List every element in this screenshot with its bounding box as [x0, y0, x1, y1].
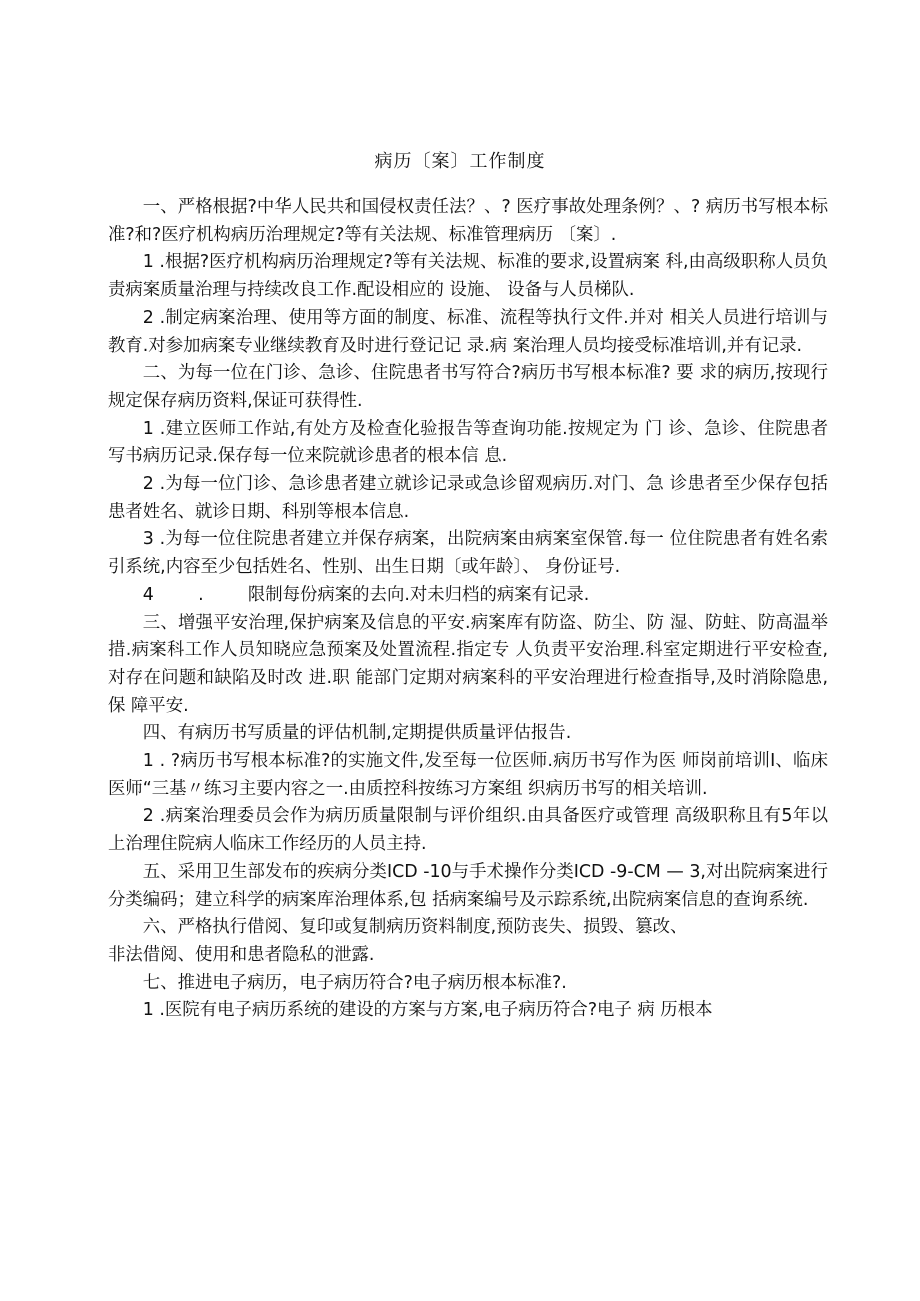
paragraph-item: 2 .制定病案治理、使用等方面的制度、标准、流程等执行文件.并对 相关人员进行培训与教育.对参加病案专业继续教育及时进行登记记 录.病 案治理人员均接受标准培训,并有记录.	[108, 307, 828, 356]
paragraph-item: 1 .建立医师工作站,有处方及检查化验报告等查询功能.按规定为 门 诊、急诊、住院患者写书病历记录.保存每一位来院就诊患者的根本信 息.	[108, 418, 828, 467]
paragraph-item: 2 .为每一位门诊、急诊患者建立就诊记录或急诊留观病历.对门、急 诊患者至少保存包括患者姓名、就诊日期、科别等根本信息.	[108, 474, 828, 522]
paragraph-item: 4 . 限制每份病案的去向.对未归档的病案有记录.	[142, 584, 590, 605]
paragraph-section-2: 二、为每一位在门诊、急诊、住院患者书写符合?病历书写根本标准? 要 求的病历,按现行规定保存病历资料,保证可获得性.	[108, 363, 828, 411]
document-body	[108, 194, 828, 1025]
paragraph-section-3: 三、增强平安治理,保护病案及信息的平安.病案库有防盗、防尘、防 湿、防蛀、防高温举措.病案科工作人员知晓应急预案及处置流程.指定专 人负责平安治理.科室定期进行平安检查,对存在问题和缺陷及时改 进.职 能部门定期对病案科的平安治理进行检查指导,及时消除隐患,保 障平安.	[108, 612, 828, 716]
document-title: 病历〔案〕工作制度	[374, 151, 546, 172]
paragraph-section-1: 一、严格根据?中华人民共和国侵权责任法？、? 医疗事故处理条例？、? 病历书写根本标准?和?医疗机构病历治理规定?等有关法规、标准管理病历 〔案〕.	[108, 197, 828, 245]
paragraph-item: 1 .医院有电子病历系统的建设的方案与方案,电子病历符合?电子 病 历根本	[142, 1000, 713, 1021]
paragraph-item: 1 .根据?医疗机构病历治理规定?等有关法规、标准的要求,设置病案 科,由高级职称人员负责病案质量治理与持续改良工作.配设相应的 设施、 设备与人员梯队.	[108, 252, 828, 301]
paragraph-item: 3 .为每一位住院患者建立并保存病案，出院病案由病案室保管.每一 位住院患者有姓名索引系统,内容至少包括姓名、性别、出生日期〔或年龄〕、 身份证号.	[108, 529, 828, 578]
paragraph-item: 1 . ?病历书写根本标准?的实施文件,发至每一位医师.病历书写作为医 师岗前培训I、临床医师“三基〃练习主要内容之一.由质控科按练习方案组 织病历书写的相关培训.	[108, 751, 828, 799]
paragraph-section-7: 七、推进电子病历，电子病历符合?电子病历根本标准?.	[142, 972, 567, 993]
paragraph-section-4: 四、有病历书写质量的评估机制,定期提供质量评估报告.	[142, 723, 572, 744]
paragraph-continuation: 非法借阅、使用和患者隐私的泄露.	[108, 944, 375, 965]
paragraph-item: 2 .病案治理委员会作为病历质量限制与评价组织.由具备医疗或管理 高级职称且有5年以上治理住院病人临床工作经历的人员主持.	[108, 806, 828, 855]
paragraph-section-5: 五、采用卫生部发布的疾病分类ICD -10与手术操作分类ICD -9-CM — 3,对出院病案进行分类编码；建立科学的病案库治理体系,包 括病案编号及示踪系统,出院病案信息的查询系统.	[108, 861, 828, 910]
paragraph-section-6: 六、严格执行借阅、复印或复制病历资料制度,预防丧失、损毁、篡改、	[142, 917, 688, 938]
